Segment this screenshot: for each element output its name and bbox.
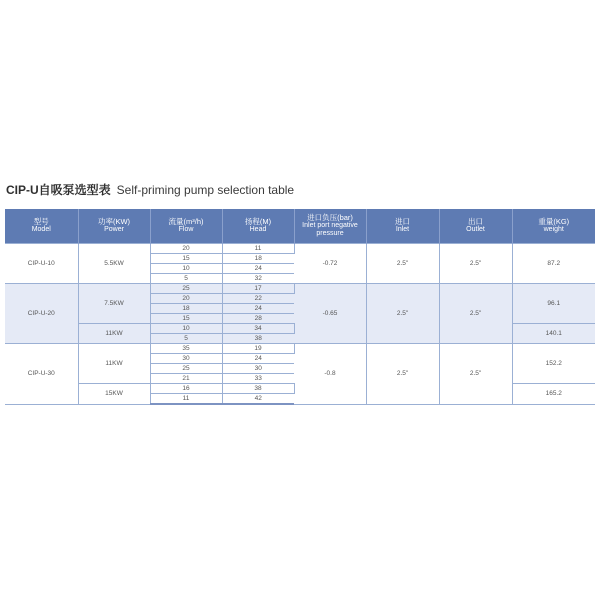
head-cell: 24 [222, 304, 294, 314]
flow-cell: 5 [150, 334, 222, 344]
head-cell: 30 [222, 364, 294, 374]
head-cell: 33 [222, 374, 294, 384]
model-cell: CIP-U-10 [5, 244, 78, 284]
pressure-cell: -0.8 [294, 344, 366, 405]
weight-cell: 165.2 [512, 384, 595, 405]
selection-table [5, 209, 595, 405]
head-cell: 19 [222, 344, 294, 354]
flow-cell: 11 [150, 394, 222, 405]
head-cell: 24 [222, 354, 294, 364]
flow-cell: 25 [150, 364, 222, 374]
weight-cell: 140.1 [512, 324, 595, 344]
pressure-cell: -0.65 [294, 284, 366, 344]
pressure-cell: -0.72 [294, 244, 366, 284]
inlet-cell: 2.5" [366, 284, 439, 344]
head-cell: 24 [222, 264, 294, 274]
head-cell: 28 [222, 314, 294, 324]
header-pressure: 进口负压(bar) Inlet port negative pressure [294, 209, 366, 244]
head-cell: 22 [222, 294, 294, 304]
power-cell: 11KW [78, 344, 150, 384]
title-cn: CIP-U自吸泵选型表 [6, 183, 111, 197]
flow-cell: 25 [150, 284, 222, 294]
inlet-cell: 2.5" [366, 244, 439, 284]
page-title [6, 181, 294, 198]
flow-cell: 21 [150, 374, 222, 384]
flow-cell: 30 [150, 354, 222, 364]
flow-cell: 10 [150, 264, 222, 274]
head-cell: 42 [222, 394, 294, 405]
flow-cell: 16 [150, 384, 222, 394]
head-cell: 17 [222, 284, 294, 294]
flow-cell: 5 [150, 274, 222, 284]
weight-cell: 96.1 [512, 284, 595, 324]
weight-cell: 87.2 [512, 244, 595, 284]
power-cell: 5.5KW [78, 244, 150, 284]
group-cip-u-20 [5, 284, 595, 344]
header-power: 功率(KW) Power [78, 209, 150, 244]
head-cell: 38 [222, 384, 294, 394]
flow-cell: 35 [150, 344, 222, 354]
model-cell: CIP-U-30 [5, 344, 78, 405]
head-cell: 34 [222, 324, 294, 334]
header-inlet: 进口 Inlet [366, 209, 439, 244]
power-cell: 7.5KW [78, 284, 150, 324]
head-cell: 32 [222, 274, 294, 284]
table-row [5, 344, 595, 354]
outlet-cell: 2.5" [439, 284, 512, 344]
flow-cell: 10 [150, 324, 222, 334]
header-head: 扬程(M) Head [222, 209, 294, 244]
group-cip-u-10 [5, 244, 595, 284]
model-cell: CIP-U-20 [5, 284, 78, 344]
header-model: 型号 Model [5, 209, 78, 244]
flow-cell: 15 [150, 314, 222, 324]
flow-cell: 15 [150, 254, 222, 264]
outlet-cell: 2.5" [439, 244, 512, 284]
table-row [5, 284, 595, 294]
header-flow: 流量(m³/h) Flow [150, 209, 222, 244]
weight-cell: 152.2 [512, 344, 595, 384]
head-cell: 18 [222, 254, 294, 264]
power-cell: 15KW [78, 384, 150, 405]
group-cip-u-30 [5, 344, 595, 405]
flow-cell: 20 [150, 244, 222, 254]
header-weight: 重量(KG) weight [512, 209, 595, 244]
table-row [5, 244, 595, 254]
head-cell: 38 [222, 334, 294, 344]
header-outlet: 出口 Outlet [439, 209, 512, 244]
outlet-cell: 2.5" [439, 344, 512, 405]
title-en: Self-priming pump selection table [116, 183, 295, 197]
power-cell: 11KW [78, 324, 150, 344]
header-row [5, 209, 595, 244]
flow-cell: 18 [150, 304, 222, 314]
inlet-cell: 2.5" [366, 344, 439, 405]
head-cell: 11 [222, 244, 294, 254]
flow-cell: 20 [150, 294, 222, 304]
